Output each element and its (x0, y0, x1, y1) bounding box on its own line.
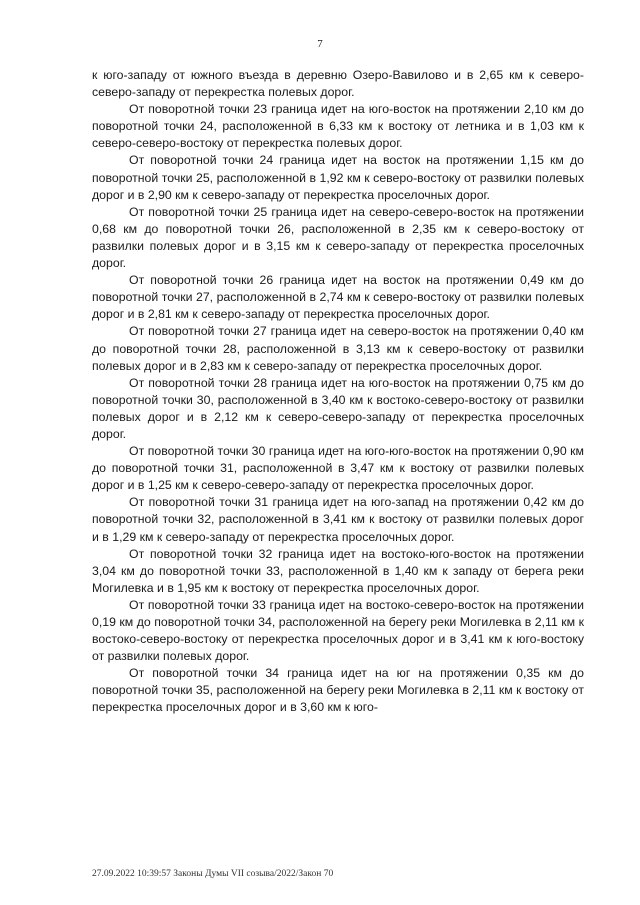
document-footer: 27.09.2022 10:39:57 Законы Думы VII созыва/2022/Закон 70 (92, 869, 334, 879)
paragraph: От поворотной точки 34 граница идет на юг на протяжении 0,35 км до поворотной точки 35, расположенной на берегу реки Могилевка в 2,11 км к востоку от перекрестка проселочных дорог и в 3,60 км к юго- (92, 666, 584, 715)
paragraph: От поворотной точки 25 граница идет на северо-северо-восток на протяжении 0,68 км до поворотной точки 26, расположенной в 2,35 км к северо-востоку от развилки полевых дорог и в 3,15 км к северо-западу от перекрестка проселочных дорог. (92, 204, 584, 271)
paragraph: От поворотной точки 28 граница идет на юго-восток на протяжении 0,75 км до поворотной точки 30, расположенной в 3,40 км к востоко-северо-востоку от развилки полевых дорог и в 2,12 км к северо-северо-западу от перекрестка проселочных дорог. (92, 375, 584, 441)
paragraph: От поворотной точки 24 граница идет на восток на протяжении 1,15 км до поворотной точки 25, расположенной в 1,92 км к северо-востоку от развилки полевых дорог и в 2,90 км к северо-западу от перекрестка проселочных дорог. (92, 153, 584, 202)
paragraph: к юго-западу от южного въезда в деревню Озеро-Вавилово и в 2,65 км к северо-северо-западу от перекрестка полевых дорог. (92, 68, 584, 100)
paragraph: От поворотной точки 33 граница идет на востоко-северо-восток на протяжении 0,19 км до поворотной точки 34, расположенной на берегу реки Могилевка в 2,11 км к востоко-северо-востоку от перекрестка проселочных дорог и в 3,41 км к юго-востоку от развилки полевых дорог. (92, 597, 584, 664)
paragraph: От поворотной точки 23 граница идет на юго-восток на протяжении 2,10 км до поворотной точки 24, расположенной в 6,33 км к востоку от летника и в 1,03 км к северо-северо-востоку от перекрестка полевых дорог. (92, 102, 584, 151)
paragraph: От поворотной точки 31 граница идет на юго-запад на протяжении 0,42 км до поворотной точки 32, расположенной в 3,41 км к востоку от развилки полевых дорог и в 1,29 км к северо-западу от перекрестка проселочных дорог. (92, 495, 584, 544)
paragraph: От поворотной точки 27 граница идет на северо-восток на протяжении 0,40 км до поворотной точки 28, расположенной в 3,13 км к северо-востоку от развилки полевых дорог и в 2,83 км к северо-западу от перекрестка проселочных дорог. (92, 324, 584, 373)
document-body (92, 67, 584, 717)
paragraph: От поворотной точки 26 граница идет на восток на протяжении 0,49 км до поворотной точки 27, расположенной в 2,74 км к северо-востоку от развилки полевых дорог и в 2,81 км к северо-западу от перекрестка проселочных дорог. (92, 273, 584, 322)
page-number: 7 (317, 38, 323, 50)
paragraph: От поворотной точки 30 граница идет на юго-юго-восток на протяжении 0,90 км до поворотной точки 31, расположенной в 3,47 км к востоку от развилки полевых дорог и в 1,25 км к северо-северо-западу от перекрестка проселочных дорог. (92, 444, 584, 493)
paragraph: От поворотной точки 32 граница идет на востоко-юго-восток на протяжении 3,04 км до поворотной точки 33, расположенной в 1,40 км к западу от берега реки Могилевка и в 1,95 км к востоку от перекрестка проселочных дорог. (92, 546, 584, 595)
